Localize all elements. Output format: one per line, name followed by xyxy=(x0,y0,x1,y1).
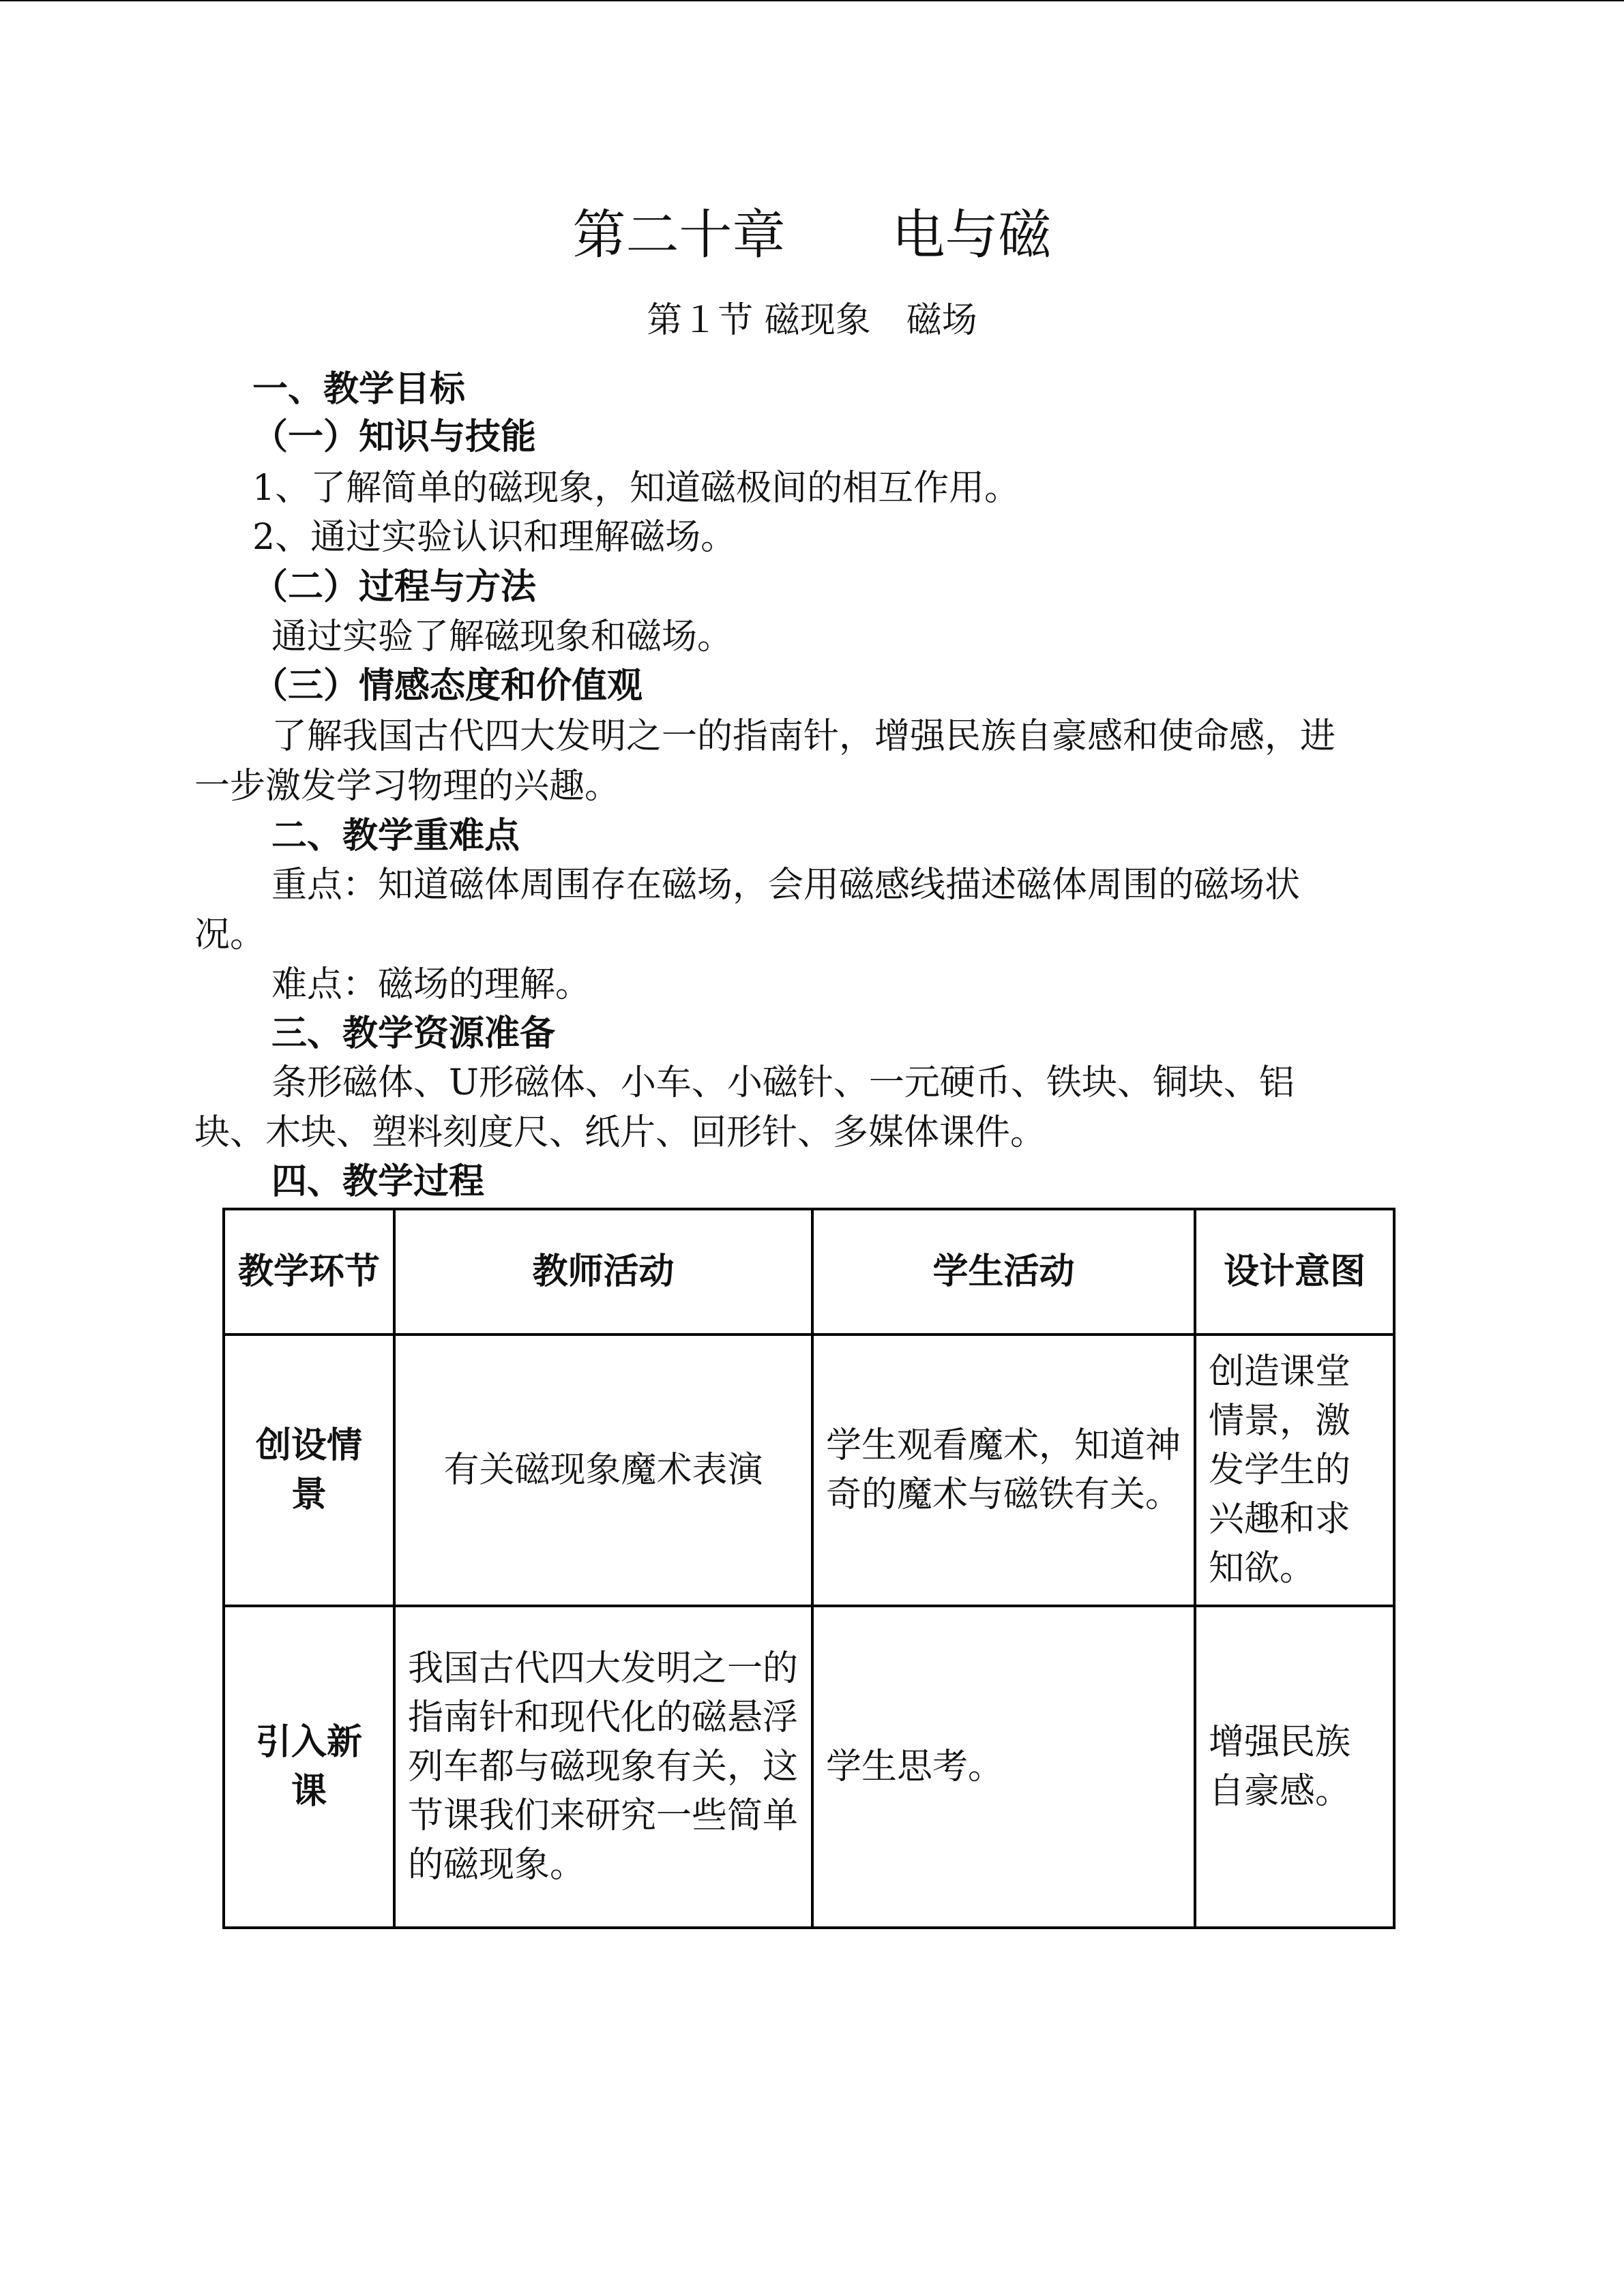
key-points-heading: 二、教学重难点 xyxy=(271,816,520,856)
difficulty-text: 难点：磁场的理解。 xyxy=(271,964,591,1005)
table-row xyxy=(224,1606,1394,1928)
resources-line-1: 条形磁体、U形磁体、小车、小磁针、一元硬币、铁块、铜块、铝 xyxy=(271,1062,1295,1103)
header-teacher-activity: 教师活动 xyxy=(394,1209,812,1335)
row-stage: 创设情景 xyxy=(224,1335,394,1606)
table-row xyxy=(224,1335,1394,1606)
row-design-intent: 增强民族自豪感。 xyxy=(1195,1606,1394,1928)
emotion-heading: （三）情感态度和价值观 xyxy=(252,666,643,706)
teaching-process-table xyxy=(222,1208,1396,1929)
row-teacher-activity: 有关磁现象魔术表演 xyxy=(394,1335,812,1606)
knowledge-item-1: 1、了解简单的磁现象，知道磁极间的相互作用。 xyxy=(252,468,1020,509)
process-heading: （二）过程与方法 xyxy=(252,567,537,608)
knowledge-heading: （一）知识与技能 xyxy=(252,417,537,458)
key-points-line-2: 况。 xyxy=(194,914,266,955)
resources-line-2: 块、木块、塑料刻度尺、纸片、回形针、多媒体课件。 xyxy=(194,1112,1046,1153)
resources-heading: 三、教学资源准备 xyxy=(271,1013,556,1054)
header-student-activity: 学生活动 xyxy=(812,1209,1195,1335)
row-student-activity: 学生观看魔术，知道神奇的魔术与磁铁有关。 xyxy=(812,1335,1195,1606)
process-text: 通过实验了解磁现象和磁场。 xyxy=(271,616,733,657)
knowledge-item-2: 2、通过实验认识和理解磁场。 xyxy=(252,517,737,558)
key-points-line-1: 重点：知道磁体周围存在磁场，会用磁感线描述磁体周围的磁场状 xyxy=(271,865,1301,906)
emotion-text-line-2: 一步激发学习物理的兴趣。 xyxy=(194,766,621,807)
emotion-text-line-1: 了解我国古代四大发明之一的指南针，增强民族自豪感和使命感，进 xyxy=(271,716,1336,757)
header-stage: 教学环节 xyxy=(224,1209,394,1335)
section-title: 第１节 磁现象 磁场 xyxy=(647,300,977,341)
objectives-heading: 一、教学目标 xyxy=(252,369,466,410)
header-design-intent: 设计意图 xyxy=(1195,1209,1394,1335)
row-design-intent: 创造课堂情景，激发学生的兴趣和求知欲。 xyxy=(1195,1335,1394,1606)
teaching-process-heading: 四、教学过程 xyxy=(271,1161,485,1202)
row-stage: 引入新课 xyxy=(224,1606,394,1928)
row-teacher-activity: 我国古代四大发明之一的指南针和现代化的磁悬浮列车都与磁现象有关，这节课我们来研究一些简单的磁现象。 xyxy=(394,1606,812,1928)
row-student-activity: 学生思考。 xyxy=(812,1606,1195,1928)
table-header-row xyxy=(224,1209,1394,1335)
chapter-title: 第二十章 电与磁 xyxy=(572,205,1052,266)
